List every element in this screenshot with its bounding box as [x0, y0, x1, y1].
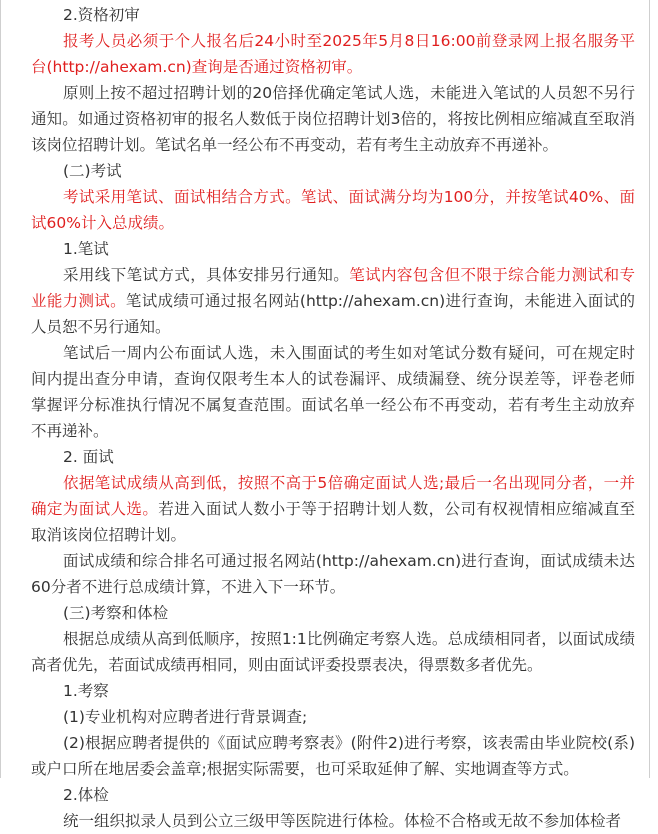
para-interview-ratio — [31, 470, 635, 548]
emphasis-text: 考试采用笔试、面试相结合方式。笔试、面试满分均为100分，并按笔试40%、面试60%计入总成绩。 — [31, 188, 635, 232]
para-inspection-item-2 — [31, 730, 635, 782]
body-text: 若进入面试人数小于等于招聘计划人数，公司有权视情相应缩减直至取消该岗位招聘计划。 — [31, 500, 635, 544]
body-text: 2.体检 — [63, 786, 109, 804]
para-checkup — [31, 808, 635, 834]
body-text: 面试成绩和综合排名可通过报名网站(http://ahexam.cn)进行查询，面试成绩未达60分者不进行总成绩计算，不进入下一环节。 — [31, 552, 635, 596]
body-text: 根据总成绩从高到低顺序，按照1:1比例确定考察人选。总成绩相同者，以面试成绩高者优先，若面试成绩再相同，则由面试评委投票表决，得票数多者优先。 — [31, 630, 635, 674]
body-text: 原则上按不超过招聘计划的20倍择优确定笔试人选，未能进入笔试的人员恕不另行通知。如通过资格初审的报名人数低于岗位招聘计划3倍的，将按比例相应缩减直至取消该岗位招聘计划。笔试名单一经公布不再变动，若有考生主动放弃不再递补。 — [31, 84, 635, 154]
body-text: 笔试后一周内公布面试人选，未入围面试的考生如对笔试分数有疑问，可在规定时间内提出查分申请，查询仅限考生本人的试卷漏评、成绩漏登、统分误差等，评卷老师掌握评分标准执行情况不属复查范围。面试名单一经公布不再变动，若有考生主动放弃不再递补。 — [31, 344, 635, 440]
emphasis-text: 依据笔试成绩从高到低，按照不高于5倍确定面试人选;最后一名出现同分者，一并确定为面试人选。 — [31, 474, 635, 518]
body-text: 1.笔试 — [63, 240, 109, 258]
body-text: 2. 面试 — [63, 448, 114, 466]
para-inspection-item-1 — [31, 704, 635, 730]
para-qualification-deadline — [31, 28, 635, 80]
heading-inspection — [31, 678, 635, 704]
body-text: (三)考察和体检 — [63, 604, 169, 622]
body-text: (二)考试 — [63, 162, 122, 180]
para-written-ratio — [31, 80, 635, 158]
heading-exam — [31, 158, 635, 184]
body-text: 统一组织拟录人员到公立三级甲等医院进行体检。体检不合格或无故不参加体检者 — [63, 812, 622, 830]
body-text: 采用线下笔试方式，具体安排另行通知。 — [63, 266, 350, 284]
body-text: 笔试成绩可通过报名网站(http://ahexam.cn)进行查询，未能进入面试的人员恕不另行通知。 — [31, 292, 635, 336]
heading-inspection-checkup — [31, 600, 635, 626]
heading-qualification-review — [31, 2, 635, 28]
body-text: (1)专业机构对应聘者进行背景调查; — [63, 708, 308, 726]
document-body — [1, 0, 649, 834]
body-text: 1.考察 — [63, 682, 109, 700]
para-written-exam — [31, 262, 635, 340]
para-interview-list — [31, 340, 635, 444]
heading-written-exam — [31, 236, 635, 262]
emphasis-text: 报考人员必须于个人报名后24小时至2025年5月8日16:00前登录网上报名服务平台(http://ahexam.cn)查询是否通过资格初审。 — [31, 32, 635, 76]
body-text: 2.资格初审 — [63, 6, 140, 24]
heading-interview — [31, 444, 635, 470]
para-inspection-ratio — [31, 626, 635, 678]
body-text: (2)根据应聘者提供的《面试应聘考察表》(附件2)进行考察，该表需由毕业院校(系)或户口所在地居委会盖章;根据实际需要，也可采取延伸了解、实地调查等方式。 — [31, 734, 635, 778]
heading-checkup — [31, 782, 635, 808]
para-interview-results — [31, 548, 635, 600]
para-exam-scoring — [31, 184, 635, 236]
emphasis-text: 笔试内容包含但不限于综合能力测试和专业能力测试。 — [31, 266, 635, 310]
